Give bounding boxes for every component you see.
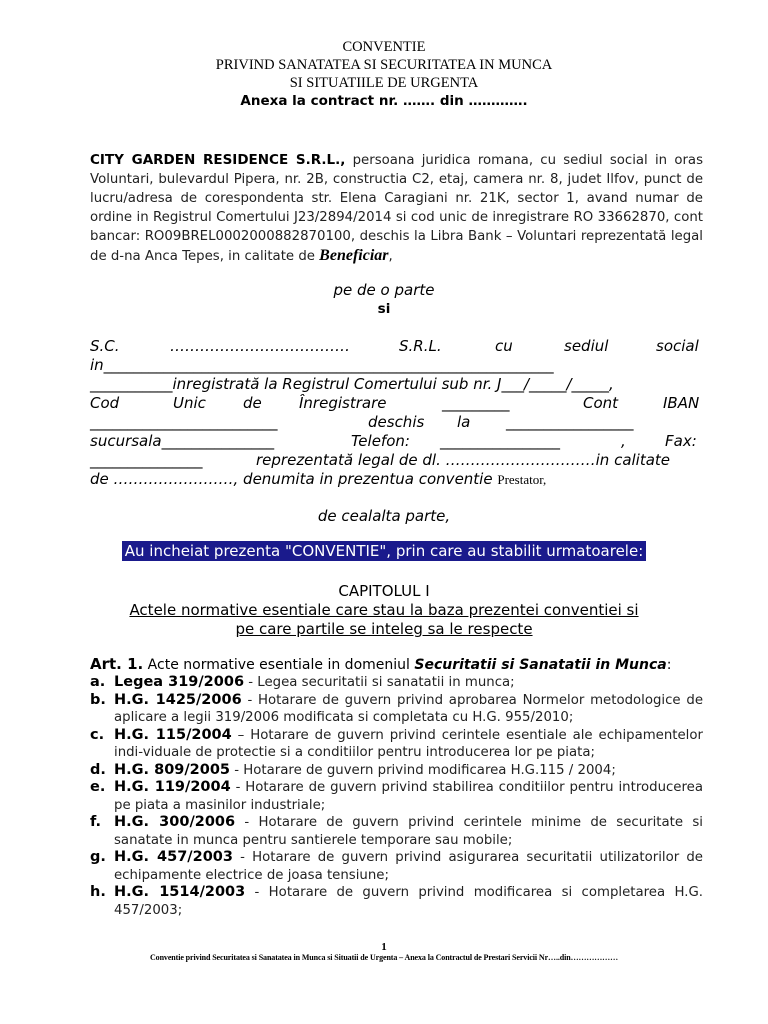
provider-capacity — [90, 470, 546, 490]
provider-registry: ___________inregistrată la Registrul Comertului sub nr. J___/_____/_____, — [90, 375, 614, 393]
acts-list — [90, 674, 703, 919]
provider-line-3 — [90, 375, 703, 395]
article-emphasis: Securitatii si Sanatatii in Munca — [414, 657, 667, 673]
list-item — [90, 727, 703, 762]
act-description: – Hotarare de guvern privind cerintele esentiale ale echipamentelor indi-viduale de protectie si a conditiilor pentru introducerea lor pe piata; — [114, 727, 703, 760]
provider-unic: Unic — [173, 394, 206, 412]
si-conjunction: si — [377, 301, 391, 317]
provider-inregistrare: Înregistrare — [299, 394, 387, 412]
chapter-number: CAPITOLUL I — [338, 582, 430, 600]
list-letter: h. — [90, 884, 106, 900]
list-item — [90, 884, 703, 919]
list-item — [90, 814, 703, 849]
provider-de: de — [243, 394, 262, 412]
provider-sediul: sediul — [564, 337, 609, 355]
provider-sucursala: sucursala_______________ — [90, 432, 275, 450]
pe-de-o-parte: pe de o parte — [333, 281, 435, 299]
article-end: : — [666, 657, 672, 673]
provider-iban-blank: _________________________ — [90, 413, 278, 431]
provider-fax-blank: _______________ — [90, 451, 203, 469]
act-reference: H.G. 1514/2003 — [114, 884, 246, 900]
document-title — [0, 38, 768, 110]
act-description: - Hotarare de guvern privind modificarea si completarea H.G. 457/2003; — [114, 885, 703, 918]
page-footer — [0, 941, 768, 962]
provider-cod: Cod — [90, 394, 120, 412]
act-description: - Hotarare de guvern privind asigurarea securitatii utilizatorilor de echipamente electrice de joasa tensiune; — [114, 850, 703, 883]
provider-line-1 — [90, 337, 703, 357]
agreement-banner — [0, 541, 768, 561]
list-letter: a. — [90, 674, 106, 690]
list-letter: f. — [90, 814, 102, 830]
act-description: - Hotarare de guvern privind aprobarea Normelor metodologice de aplicare a legii 319/2006 modificata si completata cu H.G. 955/2010; — [114, 692, 703, 725]
provider-telefon-blank: ________________ — [440, 432, 560, 450]
chapter-title-line-2: pe care partile se inteleg sa le respecte — [235, 620, 533, 638]
annex-line: Anexa la contract nr. ……. din …………. — [240, 93, 528, 109]
beneficiary-description: persoana juridica romana, cu sediul social in oras Voluntari, bulevardul Pipera, nr. 2B, constructia C2, etaj, camera nr. 8, judet Ilfov, punct de lucru/adresa de corespondenta str. Elena Caragiani nr. 21K, sector 1, avand numar de ordine in Registrul Comertului J23/2894/2014 si cod unic de inregistrare RO 33662870, cont bancar: RO09BREL0002000882870100, deschis la Libra Bank – Voluntari reprezentată legal de d-na Anca Tepes, in calitate de — [90, 153, 704, 264]
provider-telefon: Telefon: — [351, 432, 410, 450]
provider-la: la — [457, 413, 471, 431]
list-letter: c. — [90, 726, 105, 743]
chapter-title-line-1: Actele normative esentiale care stau la baza prezentei conventiei si — [129, 601, 639, 619]
provider-sc: S.C. — [90, 337, 120, 355]
provider-cont: Cont — [583, 394, 619, 412]
provider-representative: reprezentată legal de dl. …………………………in calitate — [256, 451, 671, 469]
act-description: - Hotarare de guvern privind cerintele minime de securitate si sanatate in munca pentru santierele temporare sau mobile; — [114, 815, 703, 848]
act-reference: H.G. 809/2005 — [114, 761, 231, 778]
list-item — [90, 674, 703, 692]
provider-iban: IBAN — [663, 394, 700, 412]
provider-name-blank: ……………………………… — [170, 337, 350, 355]
article-text: Acte normative esentiale in domeniul — [143, 657, 415, 673]
list-item — [90, 692, 703, 727]
provider-line-6 — [90, 432, 703, 452]
act-reference: Legea 319/2006 — [114, 674, 245, 690]
provider-cu: cu — [495, 337, 513, 355]
agreement-text: Au incheiat prezenta "CONVENTIE", prin care au stabilit urmatoarele: — [122, 541, 647, 561]
beneficiary-role-suffix: , — [388, 249, 393, 264]
footer-text: Conventie privind Securitatea si Sanatatea in Munca si Situatii de Urgenta – Anexa la Contractul de Prestari Servicii Nr…..din……………… — [150, 953, 618, 962]
beneficiary-role: Beneficiar — [319, 247, 389, 264]
list-letter: b. — [90, 691, 106, 708]
act-reference: H.G. 1425/2006 — [114, 691, 242, 708]
act-reference: H.G. 300/2006 — [114, 814, 236, 830]
title-line-1: CONVENTIE — [342, 39, 426, 55]
beneficiary-company: CITY GARDEN RESIDENCE S.R.L., — [90, 152, 346, 168]
provider-line-7 — [90, 451, 703, 471]
act-description: - Hotarare de guvern privind modificarea H.G.115 / 2004; — [230, 762, 616, 778]
list-letter: e. — [90, 779, 106, 795]
act-reference: H.G. 119/2004 — [114, 779, 231, 795]
chapter-heading — [0, 582, 768, 639]
act-reference: H.G. 115/2004 — [114, 726, 232, 743]
list-letter: d. — [90, 761, 106, 778]
provider-srl: S.R.L. — [399, 337, 442, 355]
beneficiary-paragraph — [90, 151, 703, 266]
page-number: 1 — [381, 941, 387, 953]
provider-cui-blank: _________ — [442, 394, 510, 412]
article-label: Art. 1. — [90, 655, 144, 673]
provider-deschis: deschis — [368, 413, 425, 431]
provider-line-5 — [90, 413, 703, 433]
de-cealalta-parte: de cealalta parte, — [317, 507, 451, 525]
article-1 — [90, 655, 703, 673]
title-line-3: SI SITUATIILE DE URGENTA — [289, 75, 479, 91]
list-item — [90, 849, 703, 884]
list-item — [90, 762, 703, 780]
provider-fax: Fax: — [665, 432, 697, 450]
act-description: - Hotarare de guvern privind stabilirea conditiilor pentru introducerea pe piata a masinilor industriale; — [114, 780, 703, 813]
provider-role: Prestator, — [497, 472, 547, 487]
provider-social: social — [656, 337, 699, 355]
title-line-2: PRIVIND SANATATEA SI SECURITATEA IN MUNCA — [215, 57, 553, 73]
provider-comma: , — [621, 432, 626, 450]
provider-address-blank: in____________________________________________________________ — [90, 356, 554, 374]
provider-line-4 — [90, 394, 703, 414]
list-item — [90, 779, 703, 814]
provider-bank-blank: _________________ — [506, 413, 634, 431]
list-letter: g. — [90, 849, 106, 865]
provider-denumita: de ……………………, denumita in prezentua conventie — [90, 470, 498, 488]
provider-line-2 — [90, 356, 703, 376]
act-reference: H.G. 457/2003 — [114, 849, 233, 865]
provider-line-8 — [90, 470, 703, 490]
act-description: - Legea securitatii si sanatatii in munca; — [244, 675, 515, 690]
